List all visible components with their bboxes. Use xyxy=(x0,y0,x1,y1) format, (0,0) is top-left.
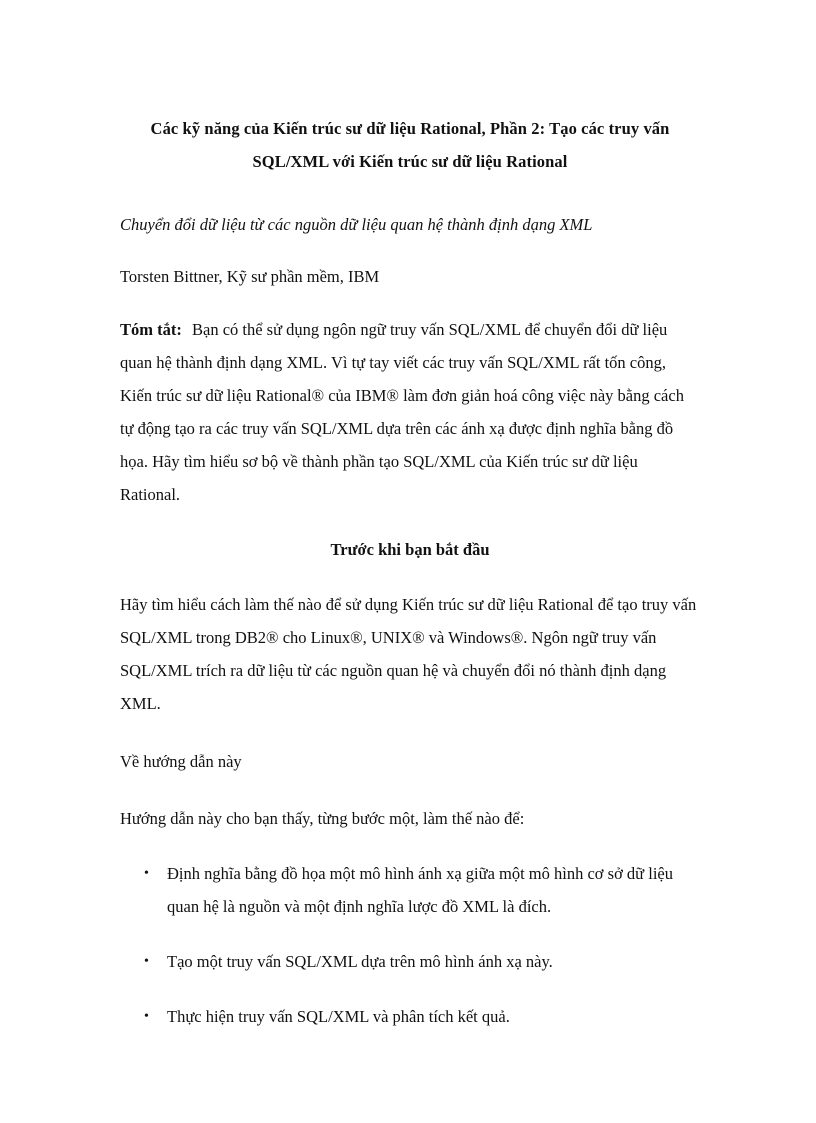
abstract-label: Tóm tắt: xyxy=(120,320,182,339)
bullet-icon: • xyxy=(144,954,149,969)
bullet-icon: • xyxy=(144,1009,149,1024)
list-item xyxy=(120,1000,700,1033)
document-content xyxy=(120,112,700,1033)
list-item xyxy=(120,857,700,923)
list-item-text: Thực hiện truy vấn SQL/XML và phân tích kết quả. xyxy=(167,1007,510,1026)
list-item-text: Định nghĩa bằng đồ họa một mô hình ánh xạ giữa một mô hình cơ sở dữ liệu quan hệ là nguồn và một định nghĩa lược đồ XML là đích. xyxy=(167,864,673,916)
section-paragraph-before-you-begin: Hãy tìm hiểu cách làm thế nào để sử dụng Kiến trúc sư dữ liệu Rational để tạo truy vấn SQL/XML trong DB2® cho Linux®, UNIX® và Windows®. Ngôn ngữ truy vấn SQL/XML trích ra dữ liệu từ các nguồn quan hệ và chuyển đổi nó thành định dạng XML. xyxy=(120,595,697,713)
abstract-text: Bạn có thể sử dụng ngôn ngữ truy vấn SQL/XML để chuyển đổi dữ liệu quan hệ thành định dạng XML. Vì tự tay viết các truy vấn SQL/XML rất tốn công, Kiến trúc sư dữ liệu Rational® của IBM® làm đơn giản hoá công việc này bằng cách tự động tạo ra các truy vấn SQL/XML dựa trên các ánh xạ được định nghĩa bằng đồ họa. Hãy tìm hiểu sơ bộ về thành phần tạo SQL/XML của Kiến trúc sư dữ liệu Rational. xyxy=(120,320,684,504)
list-item-text: Tạo một truy vấn SQL/XML dựa trên mô hình ánh xạ này. xyxy=(167,952,553,971)
list-item xyxy=(120,945,700,978)
about-tutorial-heading: Về hướng dẫn này xyxy=(120,752,242,771)
abstract-paragraph xyxy=(120,313,700,511)
document-subtitle: Chuyển đổi dữ liệu từ các nguồn dữ liệu quan hệ thành định dạng XML xyxy=(120,215,593,234)
author-byline: Torsten Bittner, Kỹ sư phần mềm, IBM xyxy=(120,267,380,286)
about-tutorial-lead-in: Hướng dẫn này cho bạn thấy, từng bước một, làm thế nào để: xyxy=(120,809,525,828)
objectives-list xyxy=(120,857,700,1033)
bullet-icon: • xyxy=(144,866,149,881)
section-heading-before-you-begin: Trước khi bạn bắt đầu xyxy=(330,540,490,559)
document-title: Các kỹ năng của Kiến trúc sư dữ liệu Rational, Phần 2: Tạo các truy vấn SQL/XML với Kiến trúc sư dữ liệu Rational xyxy=(150,119,670,171)
